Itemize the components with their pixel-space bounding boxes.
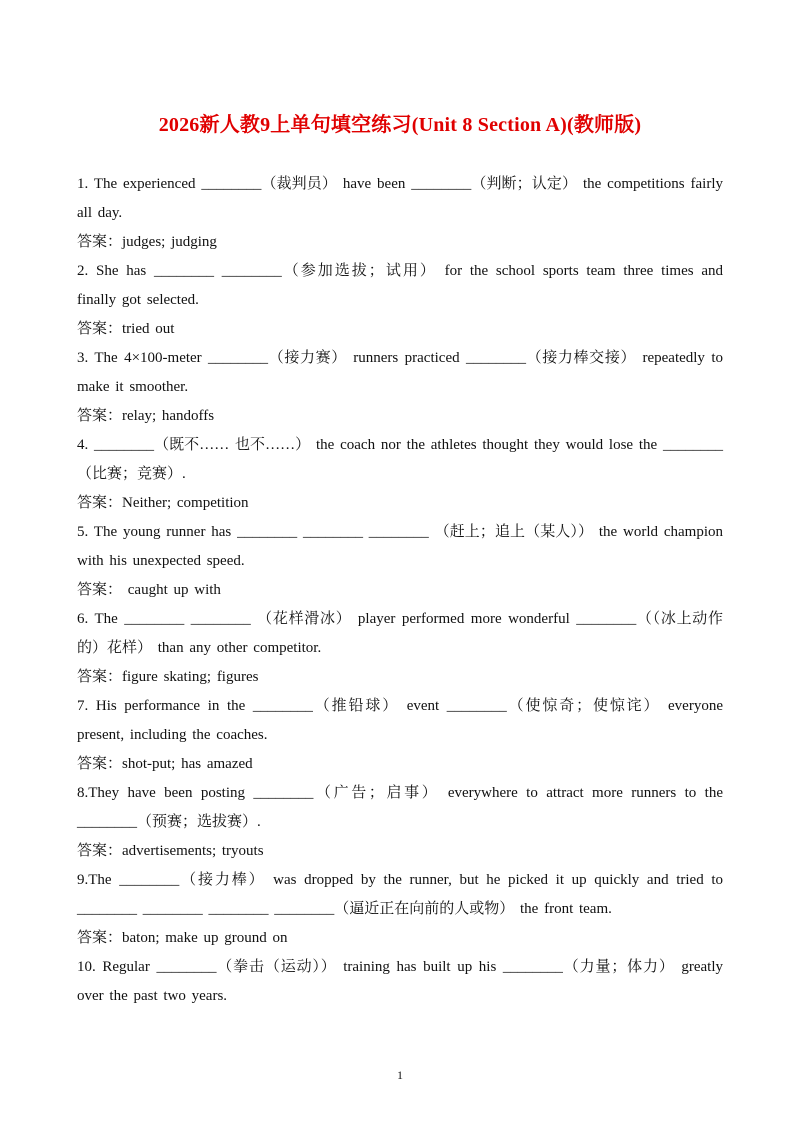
- answer-4: 答案：Neither; competition: [77, 495, 249, 511]
- page-title: 2026新人教9上单句填空练习(Unit 8 Section A)(教师版): [158, 114, 642, 136]
- question-4: 4. ________（既不…… 也不……） the coach nor the athletes thought they would lose the ________（比赛；竞赛）.: [77, 437, 723, 482]
- answer-9: 答案：baton; make up ground on: [77, 930, 288, 946]
- answer-1: 答案：judges; judging: [77, 234, 217, 250]
- question-8: 8.They have been posting ________（广告；启事） everywhere to attract more runners to the ________（预赛；选拔赛）.: [77, 785, 723, 830]
- answer-2: 答案：tried out: [77, 321, 175, 337]
- exercise-list: [77, 170, 723, 1011]
- question-1: 1. The experienced ________（裁判员） have been ________（判断；认定） the competitions fairly all day.: [77, 176, 723, 221]
- question-2: 2. She has ________ ________（参加选拔；试用） for the school sports team three times and finally got selected.: [77, 263, 723, 308]
- question-10: 10. Regular ________（拳击（运动）） training has built up his ________（力量；体力） greatly over the past two years.: [77, 959, 723, 1004]
- answer-8: 答案：advertisements; tryouts: [77, 843, 264, 859]
- question-5: 5. The young runner has ________ ________ ________ （赶上；追上（某人）） the world champion with his unexpected speed.: [77, 524, 723, 569]
- question-6: 6. The ________ ________ （花样滑冰） player performed more wonderful ________（（冰上动作的）花样） than any other competitor.: [77, 611, 723, 656]
- question-9: 9.The ________（接力棒） was dropped by the runner, but he picked it up quickly and tried to ________ ________ ________ ________（逼近正在向前的人或物） the front team.: [77, 872, 723, 917]
- page-number: 1: [397, 1068, 403, 1082]
- answer-5: 答案： caught up with: [77, 582, 221, 598]
- question-3: 3. The 4×100-meter ________（接力赛） runners practiced ________（接力棒交接） repeatedly to make it smoother.: [77, 350, 723, 395]
- question-7: 7. His performance in the ________（推铅球） event ________（使惊奇；使惊诧） everyone present, including the coaches.: [77, 698, 723, 743]
- answer-3: 答案：relay; handoffs: [77, 408, 215, 424]
- answer-6: 答案：figure skating; figures: [77, 669, 259, 685]
- answer-7: 答案：shot-put; has amazed: [77, 756, 253, 772]
